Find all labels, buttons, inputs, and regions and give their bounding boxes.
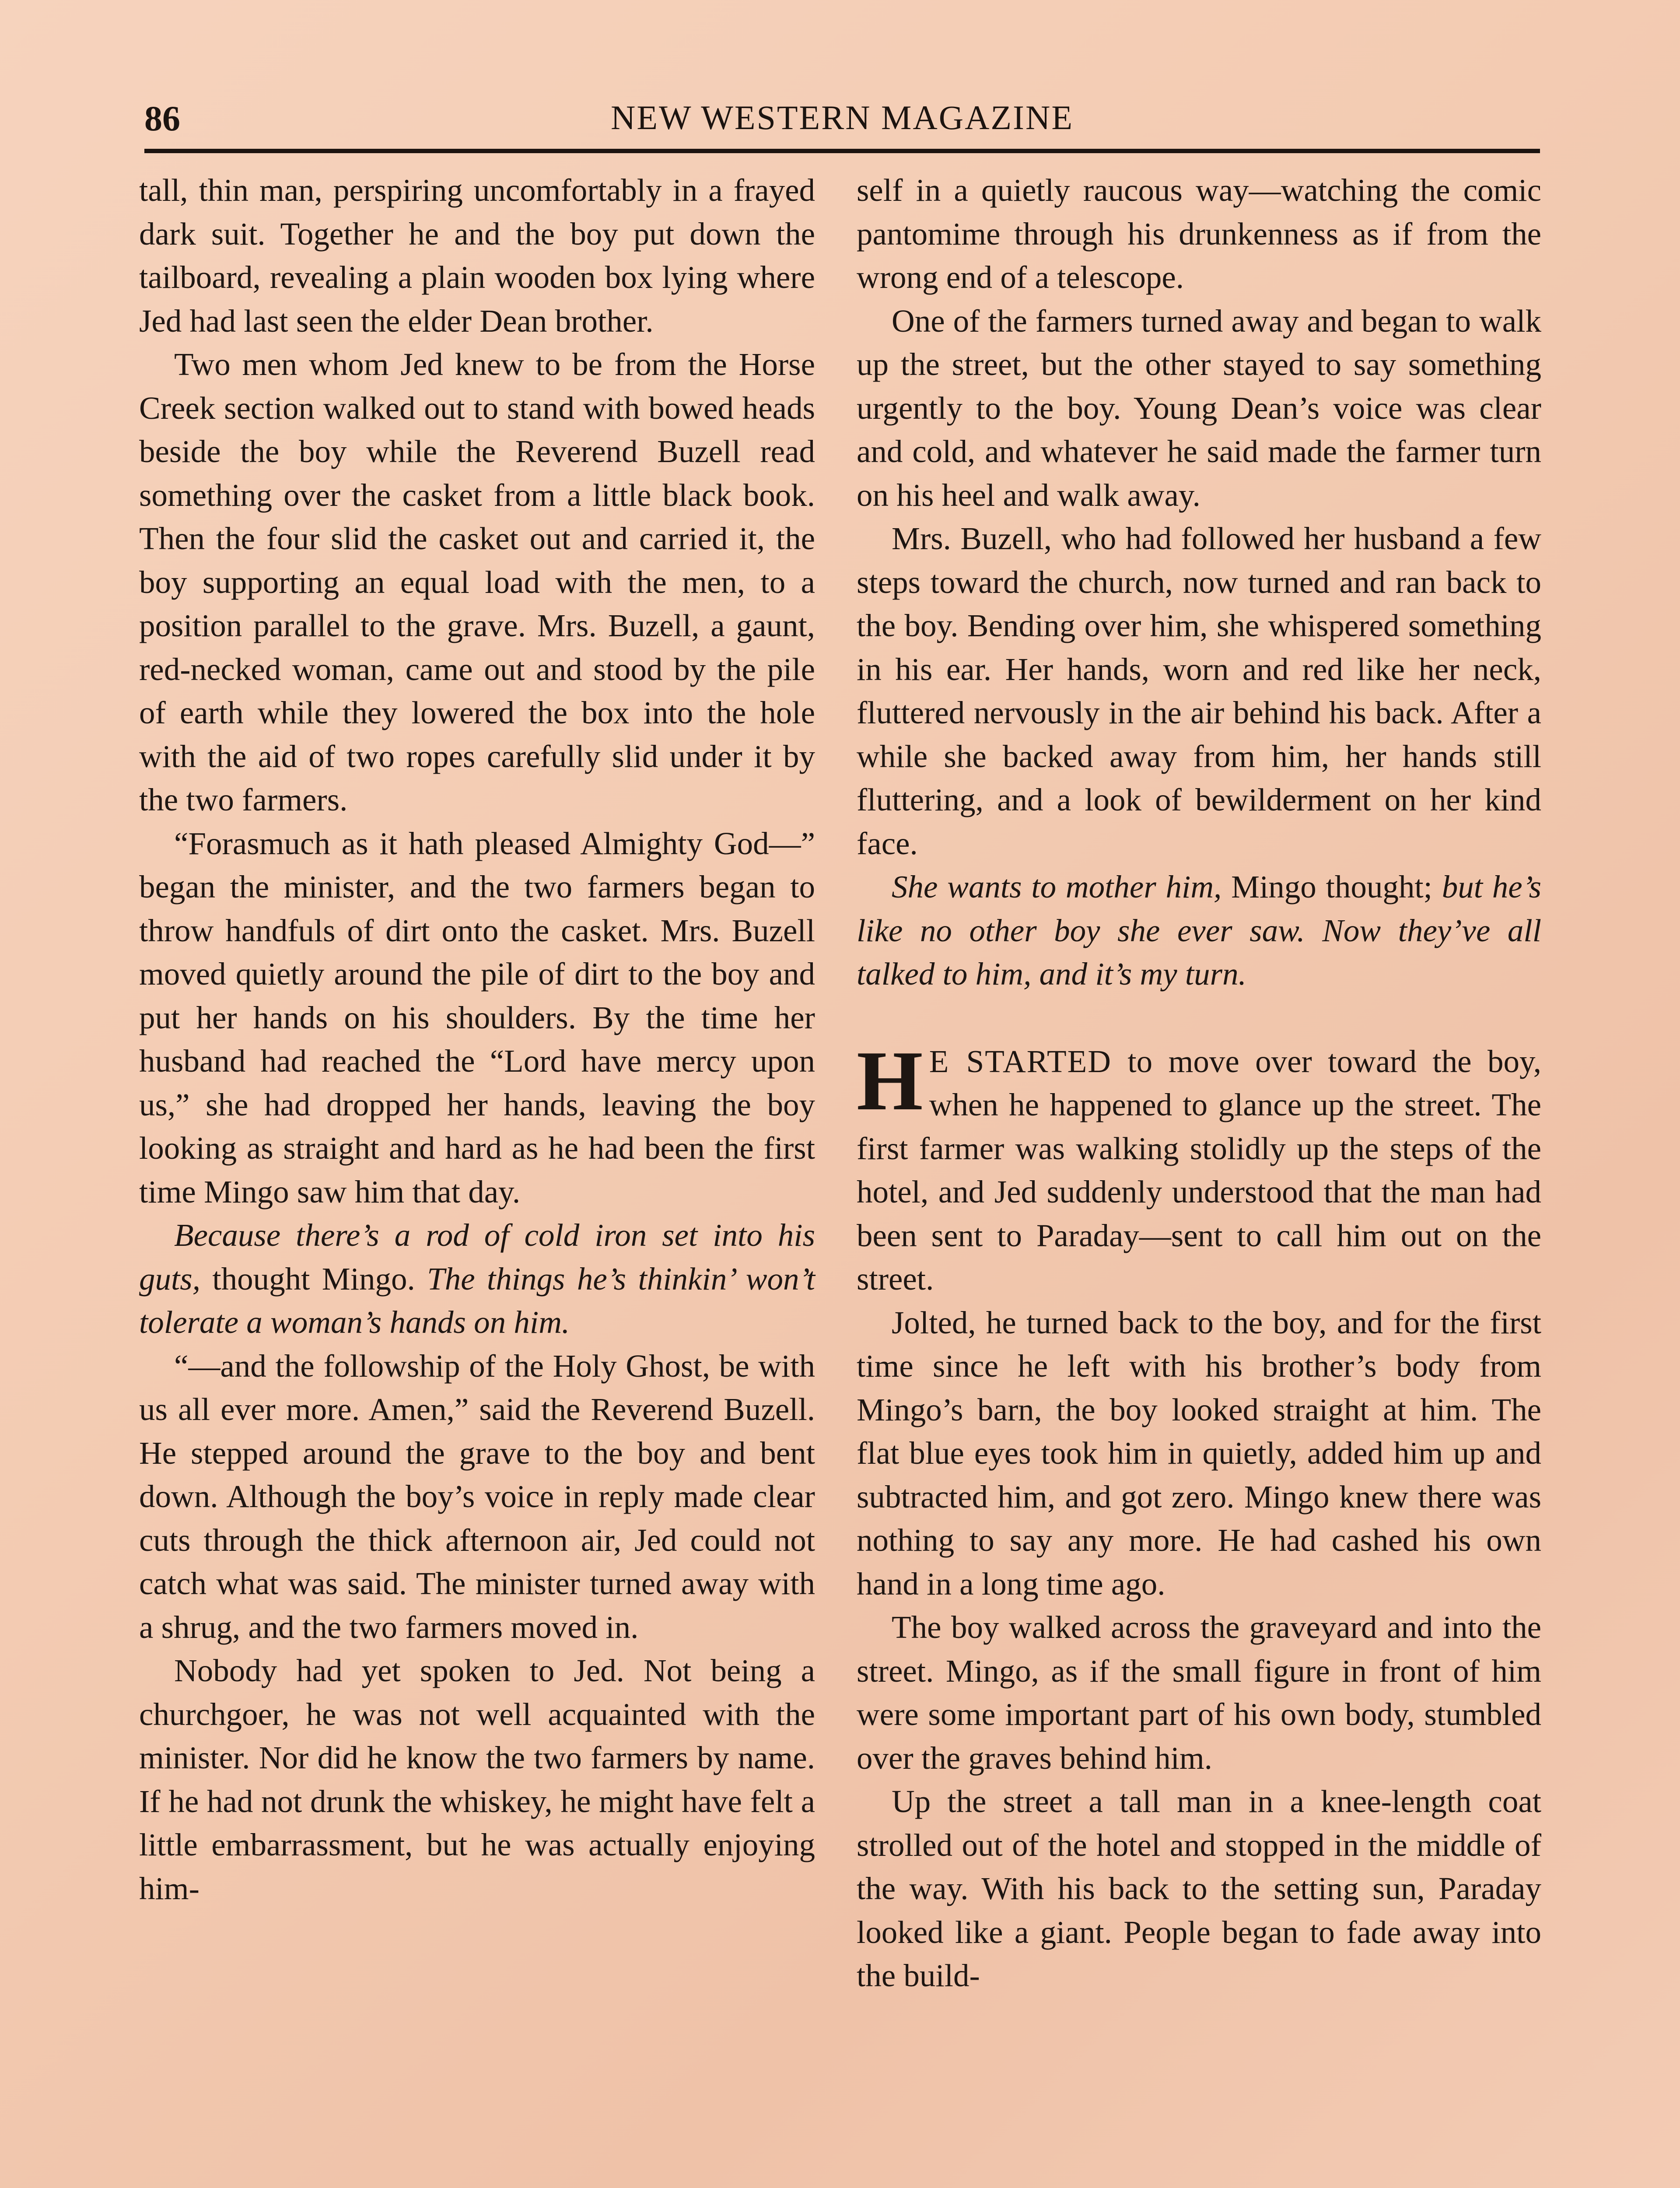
paragraph: Nobody had yet spoken to Jed. Not being a churchgoer, he was not well acquainted with the minister. Nor did he know the two farmers by name. If he had not drunk the whiskey, he might have felt a little embarrassment, but he was actually enjoying him- [139, 1653, 815, 1906]
paragraph [139, 1213, 815, 1344]
paragraph: “Forasmuch as it hath pleased Almighty God—” began the minister, and the two farmers began to throw handfuls of dirt onto the casket. Mrs. Buzell moved quietly around the pile of dirt to the boy and put her hands on his shoulders. By the time her husband had reached the “Lord have mercy upon us,” she had dropped her hands, leaving the boy looking as straight and hard as he had been the first time Mingo saw him that day. [139, 825, 815, 1210]
drop-cap: H [857, 1033, 923, 1128]
paragraph: Two men whom Jed knew to be from the Horse Creek section walked out to stand with bowed heads beside the boy while the Reverend Buzell read something over the casket from a little black book. Then the four slid the casket out and carried it, the boy supporting an equal load with the men, to a position parallel to the grave. Mrs. Buzell, a gaunt, red-necked woman, came out and stood by the pile of earth while they lowered the box into the hole with the aid of two ropes carefully slid under it by the two farmers. [139, 347, 815, 817]
paragraph: “—and the followship of the Holy Ghost, be with us all ever more. Amen,” said the Reverend Buzell. He stepped around the grave to the boy and bent down. Although the boy’s voice in reply made clear cuts through the thick afternoon air, Jed could not catch what was said. The minister turned away with a shrug, and the two farmers moved in. [139, 1348, 815, 1645]
paragraph: Up the street a tall man in a knee-length coat strolled out of the hotel and stopped in the middle of the way. With his back to the setting sun, Paraday looked like a giant. People began to fade away into the build- [857, 1784, 1541, 1993]
paragraph-text: thought Mingo. [200, 1261, 427, 1297]
section-opening-paragraph [857, 1033, 1541, 1301]
italic-thought: but he’s like no other boy she ever saw. Now they’ve all talked to him, and it’s my turn. [857, 869, 1542, 992]
paragraph [857, 865, 1541, 996]
paragraph: One of the farmers turned away and began to walk up the street, but the other stayed to say something urgently to the boy. Young Dean’s voice was clear and cold, and whatever he said made the farmer turn on his heel and walk away. [857, 303, 1541, 513]
page-header [144, 90, 1540, 147]
left-column [139, 168, 815, 1910]
right-column [857, 168, 1541, 1998]
italic-thought: The things he’s thinkin’ won’t tolerate a woman’s hands on him. [139, 1261, 815, 1340]
lead-in: E STARTED [929, 1043, 1112, 1079]
paragraph: Mrs. Buzell, who had followed her husband a few steps toward the church, now turned and ran back to the boy. Bending over him, she whispered something in his ear. Her hands, worn and red like her neck, fluttered nervously in the air behind his back. After a while she backed away from him, her hands still fluttering, and a look of bewilderment on her kind face. [857, 521, 1541, 861]
magazine-title: NEW WESTERN MAGAZINE [610, 98, 1074, 137]
paragraph: The boy walked across the graveyard and into the street. Mingo, as if the small figure in front of him were some important part of his own body, stumbled over the graves behind him. [857, 1609, 1541, 1776]
page-number: 86 [144, 98, 180, 138]
paragraph: self in a quietly raucous way—watching the comic pantomime through his drunkenness as if from the wrong end of a telescope. [857, 172, 1541, 295]
paragraph: Jolted, he turned back to the boy, and for the first time since he left with his brother’s body from Mingo’s barn, the boy looked straight at him. The flat blue eyes took him in quietly, added him up and subtracted him, and got zero. Mingo knew there was nothing to say any more. He had cashed his own hand in a long time ago. [857, 1304, 1541, 1602]
italic-thought: Because there’s a rod of cold iron set into his guts, [139, 1217, 815, 1297]
header-rule [144, 149, 1540, 153]
paragraph-text: Mingo thought; [1222, 869, 1442, 905]
italic-thought: She wants to mother him, [892, 869, 1222, 905]
paragraph-text: to move over toward the boy, when he happened to glance up the street. The first farmer was walking stolidly up the steps of the hotel, and Jed suddenly understood that the man had been sent to Paraday—sent to call him out on the street. [857, 1043, 1541, 1297]
paragraph: tall, thin man, perspiring uncomfortably in a frayed dark suit. Together he and the boy put down the tailboard, revealing a plain wooden box lying where Jed had last seen the elder Dean brother. [139, 172, 815, 339]
